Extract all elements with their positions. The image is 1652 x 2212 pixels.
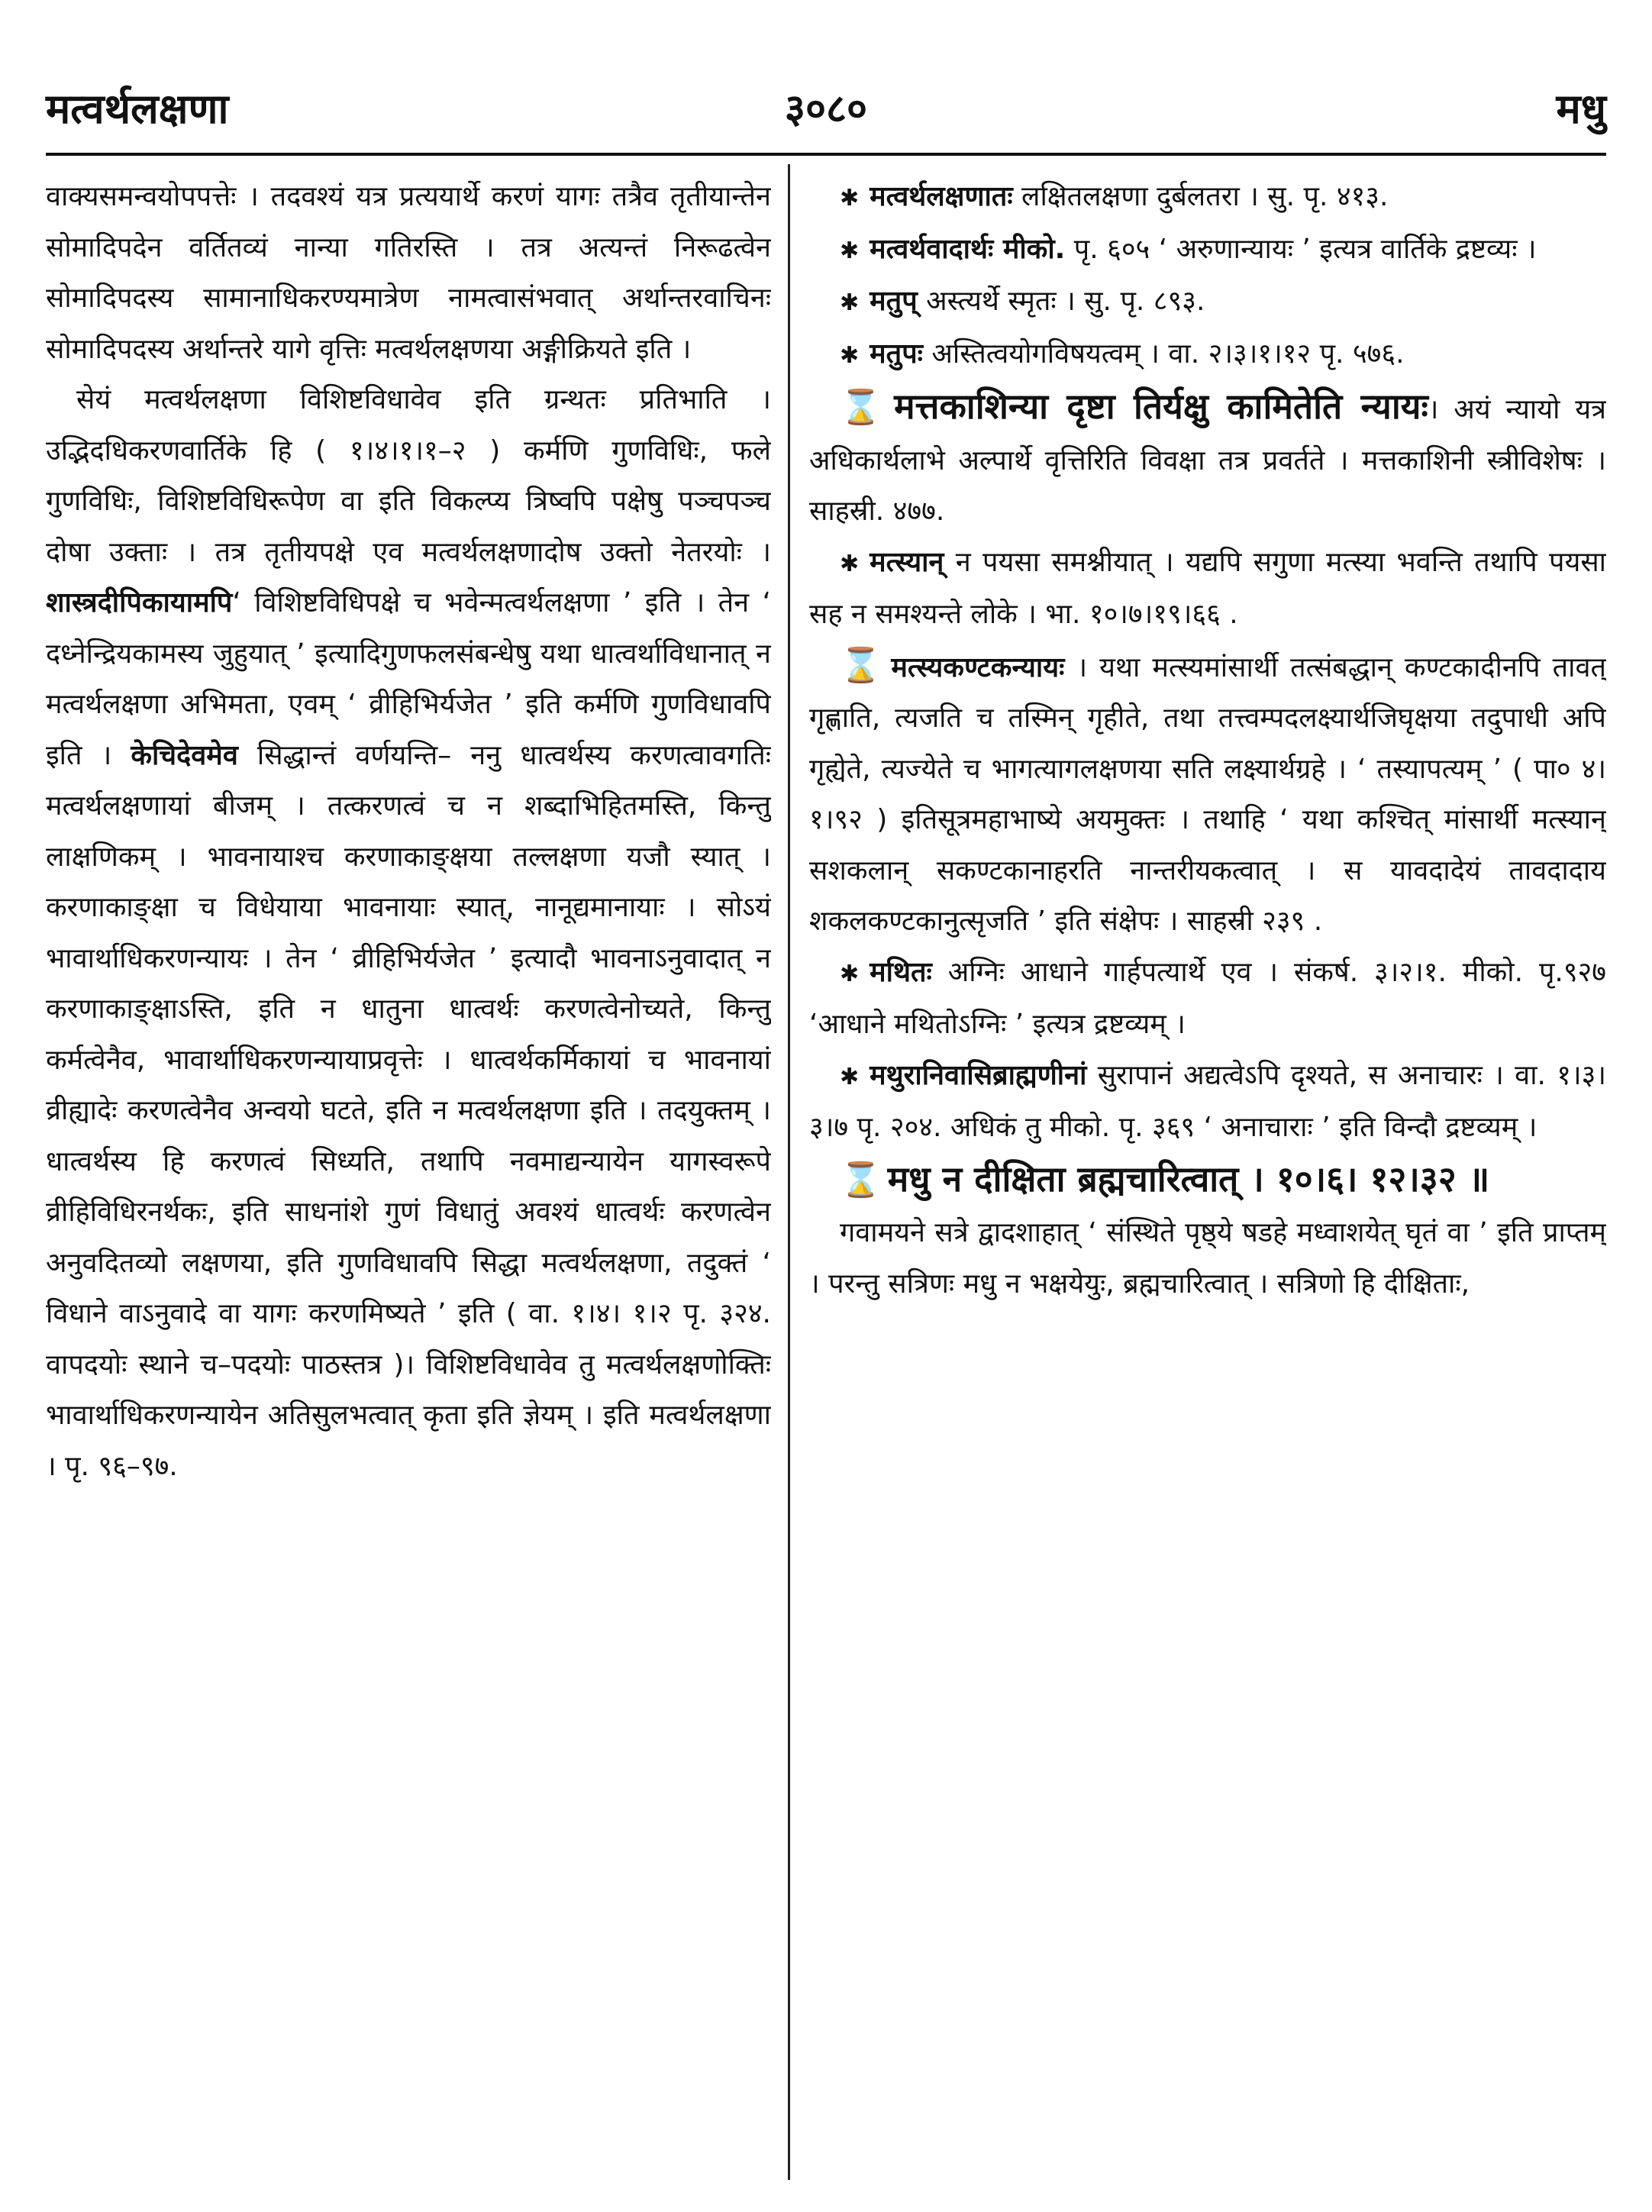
entry-7 (809, 641, 1606, 948)
entry-3 (809, 276, 1606, 329)
entry-10-head: मधु न दीक्षिता ब्रह्मचारित्वात् । १०।६। १२।३२ ॥ (887, 1158, 1490, 1200)
entry-9-head: मथुरानिवासिब्राह्मणीनां (870, 1059, 1087, 1091)
star-icon: ✱ (840, 185, 860, 212)
left-paragraph-2-text-b: ‘ विशिष्टविधिपक्षे च भवेन्मत्वर्थलक्षणा ’ इति । तेन ‘ दध्नेन्द्रियकामस्य जुहुयात् ’ इत्यादिगुणफलसंबन्धेषु यथा धात्वर्थाविधानात् न मत्वर्थलक्षणा अभिमता, एवम् ‘ व्रीहिभिर्यजेत ’ इति कर्मणि गुणविधावपि इति । (46, 587, 771, 771)
entry-10 (809, 1154, 1606, 1209)
page-number: ३०८० (784, 86, 868, 132)
entry-5 (809, 381, 1606, 538)
entry-2-head: मत्वर्थवादार्थः मीको. (870, 233, 1066, 265)
star-icon: ✱ (840, 237, 860, 264)
entry-1-head: मत्वर्थलक्षणातः (870, 181, 1013, 212)
left-paragraph-2 (46, 375, 771, 1492)
entry-8-text: अग्निः आधाने गार्हपत्यार्थे एव । संकर्ष. ३।२।१. मीको. पृ.९२७ ‘आधाने मथितोऽग्निः ’ इत्यत्र द्रष्टव्यम् । (809, 956, 1606, 1040)
star-icon: ✱ (840, 550, 860, 577)
entry-3-text: अस्त्यर्थे स्मृतः । सु. पृ. ८९३. (926, 286, 1205, 317)
star-icon: ✱ (840, 960, 860, 987)
star-icon: ✱ (840, 341, 860, 369)
left-column (46, 172, 771, 2172)
left-paragraph-2-bold-a: शास्त्रदीपिकायामपि (46, 587, 233, 618)
star-icon: ✱ (840, 289, 860, 316)
right-column (809, 172, 1606, 2172)
entry-2-text: पृ. ६०५ ‘ अरुणान्यायः ’ इत्यत्र वार्तिके द्रष्टव्यः । (1073, 233, 1537, 265)
entry-9-text: सुरापानं अद्यत्वेऽपि दृश्यते, स अनाचारः । वा. १।३।३।७ पृ. २०४. अधिकं तु मीको. पृ. ३६९ ‘ अनाचाराः ’ इति विन्दौ द्रष्टव्यम् । (809, 1059, 1606, 1143)
entry-4-text: अस्तित्वयोगविषयत्वम् । वा. २।३।१।१२ पृ. ५७६. (931, 337, 1405, 370)
entry-3-head: मतुप् (870, 286, 918, 317)
header-left-title: मत्वर्थलक्षणा (46, 85, 229, 133)
left-paragraph-2-text-c: सिद्धान्तं वर्णयन्ति– ननु धात्वर्थस्य करणत्वावगतिः मत्वर्थलक्षणायां बीजम् । तत्करणत्वं च न शब्दाभिहितमस्ति, किन्तु लाक्षणिकम् । भावनायाश्च करणाकाङ्क्षया तल्लक्षणा यजौ स्यात् । करणाकाङ्क्षा च विधेयाया भावनायाः स्यात्, नानूद्यमानायाः । सोऽयं भावार्थाधिकरणन्यायः । तेन ‘ व्रीहिभिर्यजेत ’ इत्यादौ भावनाऽनुवादात् न करणाकाङ्क्षाऽस्ति, इति न धातुना धात्वर्थः करणत्वेनोच्यते, किन्तु कर्मत्वेनैव, भावार्थाधिकरणन्यायाप्रवृत्तेः । धात्वर्थकर्मिकायां च भावनायां व्रीह्यादेः करणत्वेनैव अन्वयो घटते, इति न मत्वर्थलक्षणा इति । तदयुक्तम् । धात्वर्थस्य हि करणत्वं सिध्यति, तथापि नवमाद्यन्यायेन यागस्वरूपे व्रीहिविधिरनर्थकः, इति साधनांशे गुणं विधातुं अवश्यं धात्वर्थः करणत्वेन अनुवदितव्यो लक्षणया, इति गुणविधावपि सिद्धा मत्वर्थलक्षणा, तदुक्तं ‘ विधाने वाऽनुवादे वा यागः करणमिष्यते ’ इति ( वा. १।४। १।२ पृ. ३२४. वापदयोः स्थाने च–पदयोः पाठस्तत्र )। विशिष्टविधावेव तु मत्वर्थलक्षणोक्तिः भावार्थाधिकरणन्यायेन अतिसुलभत्वात् कृता इति ज्ञेयम् । इति मत्वर्थलक्षणा । पृ. ९६–९७. (46, 739, 771, 1482)
entry-6-text: न पयसा समश्नीयात् । यद्यपि सगुणा मत्स्या भवन्ति तथापि पयसा सह न समश्यन्ते लोके । भा. १०।७।१९।६६ . (809, 546, 1606, 630)
left-paragraph-1: वाक्यसमन्वयोपपत्तेः । तदवश्यं यत्र प्रत्ययार्थे करणं यागः तत्रैव तृतीयान्तेन सोमादिपदेन वर्तितव्यं नान्या गतिरस्ति । तत्र अत्यन्तं निरूढत्वेन सोमादिपदस्य सामानाधिकरण्यमात्रेण नामत्वासंभवात् अर्थान्तरवाचिनः सोमादिपदस्य अर्थान्तरे यागे वृत्तिः मत्वर्थलक्षणया अङ्गीक्रियते इति । (46, 181, 771, 365)
entry-7-text: । यथा मत्स्यमांसार्थी तत्संबद्धान् कण्टकादीनपि तावत् गृह्णाति, त्यजति च तस्मिन् गृहीते, तथा तत्त्वम्पदलक्ष्यार्थजिघृक्षया तदुपाधी अपि गृह्येते, त्यज्येते च भागत्यागलक्षणया सति लक्ष्यार्थग्रहे । ‘ तस्यापत्यम् ’ ( पा० ४।१।९२ ) इतिसूत्रमहाभाष्ये अयमुक्तः । तथाहि ‘ यथा कश्चित् मांसार्थी मत्स्यान् सशकलान् सकण्टकानाहरति नान्तरीयकत्वात् । स यावदादेयं तावदादाय शकलकण्टकानुत्सृजति ’ इति संक्षेपः । साहस्री २३९ . (809, 651, 1606, 937)
entry-1 (809, 172, 1606, 224)
entry-2 (809, 224, 1606, 277)
hourglass-icon: ⌛ (840, 645, 886, 685)
entry-4-head: मतुपः (870, 337, 923, 370)
entry-7-head: मत्स्यकण्टकन्यायः (891, 651, 1065, 683)
left-paragraph-2-bold-b: केचिदेवमेव (131, 739, 238, 771)
column-divider (788, 164, 790, 2180)
entry-6-head: मत्स्यान् (870, 546, 944, 578)
header-right-title: मधु (1556, 85, 1606, 133)
entry-4 (809, 329, 1606, 382)
entry-8 (809, 948, 1606, 1051)
header-rule (46, 153, 1606, 156)
entry-6 (809, 538, 1606, 641)
entry-1-text: लक्षितलक्षणा दुर्बलतरा । सु. पृ. ४१३. (1021, 181, 1389, 212)
star-icon: ✱ (840, 1063, 860, 1090)
entry-8-head: मथितः (870, 956, 932, 988)
entry-5-text: । अयं न्यायो यत्र अधिकार्थलाभे अल्पार्थे वृत्तिरिति विवक्षा तत्र प्रवर्तते । मत्तकाशिनी स्त्रीविशेषः । साहस्री. ४७७. (809, 394, 1606, 527)
left-paragraph-2-text-a: सेयं मत्वर्थलक्षणा विशिष्टविधावेव इति ग्रन्थतः प्रतिभाति । उद्भिदधिकरणवार्तिके हि ( १।४।१।१–२ ) कर्मणि गुणविधिः, फले गुणविधिः, विशिष्टविधिरूपेण वा इति विकल्प्य त्रिष्वपि पक्षेषु पञ्चपञ्च दोषा उक्ताः । तत्र तृतीयपक्षे एव मत्वर्थलक्षणादोष उक्तो नेतरयोः । (46, 384, 771, 568)
page-header (46, 73, 1606, 141)
entry-5-head: मत्तकाशिन्या दृष्टा तिर्यक्षु कामितेति न्यायः (894, 386, 1428, 427)
entry-10-body: गवामयने सत्रे द्वादशाहात् ‘ संस्थिते पृष्ठ्ये षडहे मध्वाशयेत् घृतं वा ’ इति प्राप्तम् । परन्तु सत्रिणः मधु न भक्षयेयुः, ब्रह्मचारित्वात् । सत्रिणो हि दीक्षिताः, (809, 1217, 1606, 1300)
hourglass-icon: ⌛ (840, 388, 889, 427)
hourglass-icon: ⌛ (840, 1160, 882, 1200)
entry-9 (809, 1051, 1606, 1154)
